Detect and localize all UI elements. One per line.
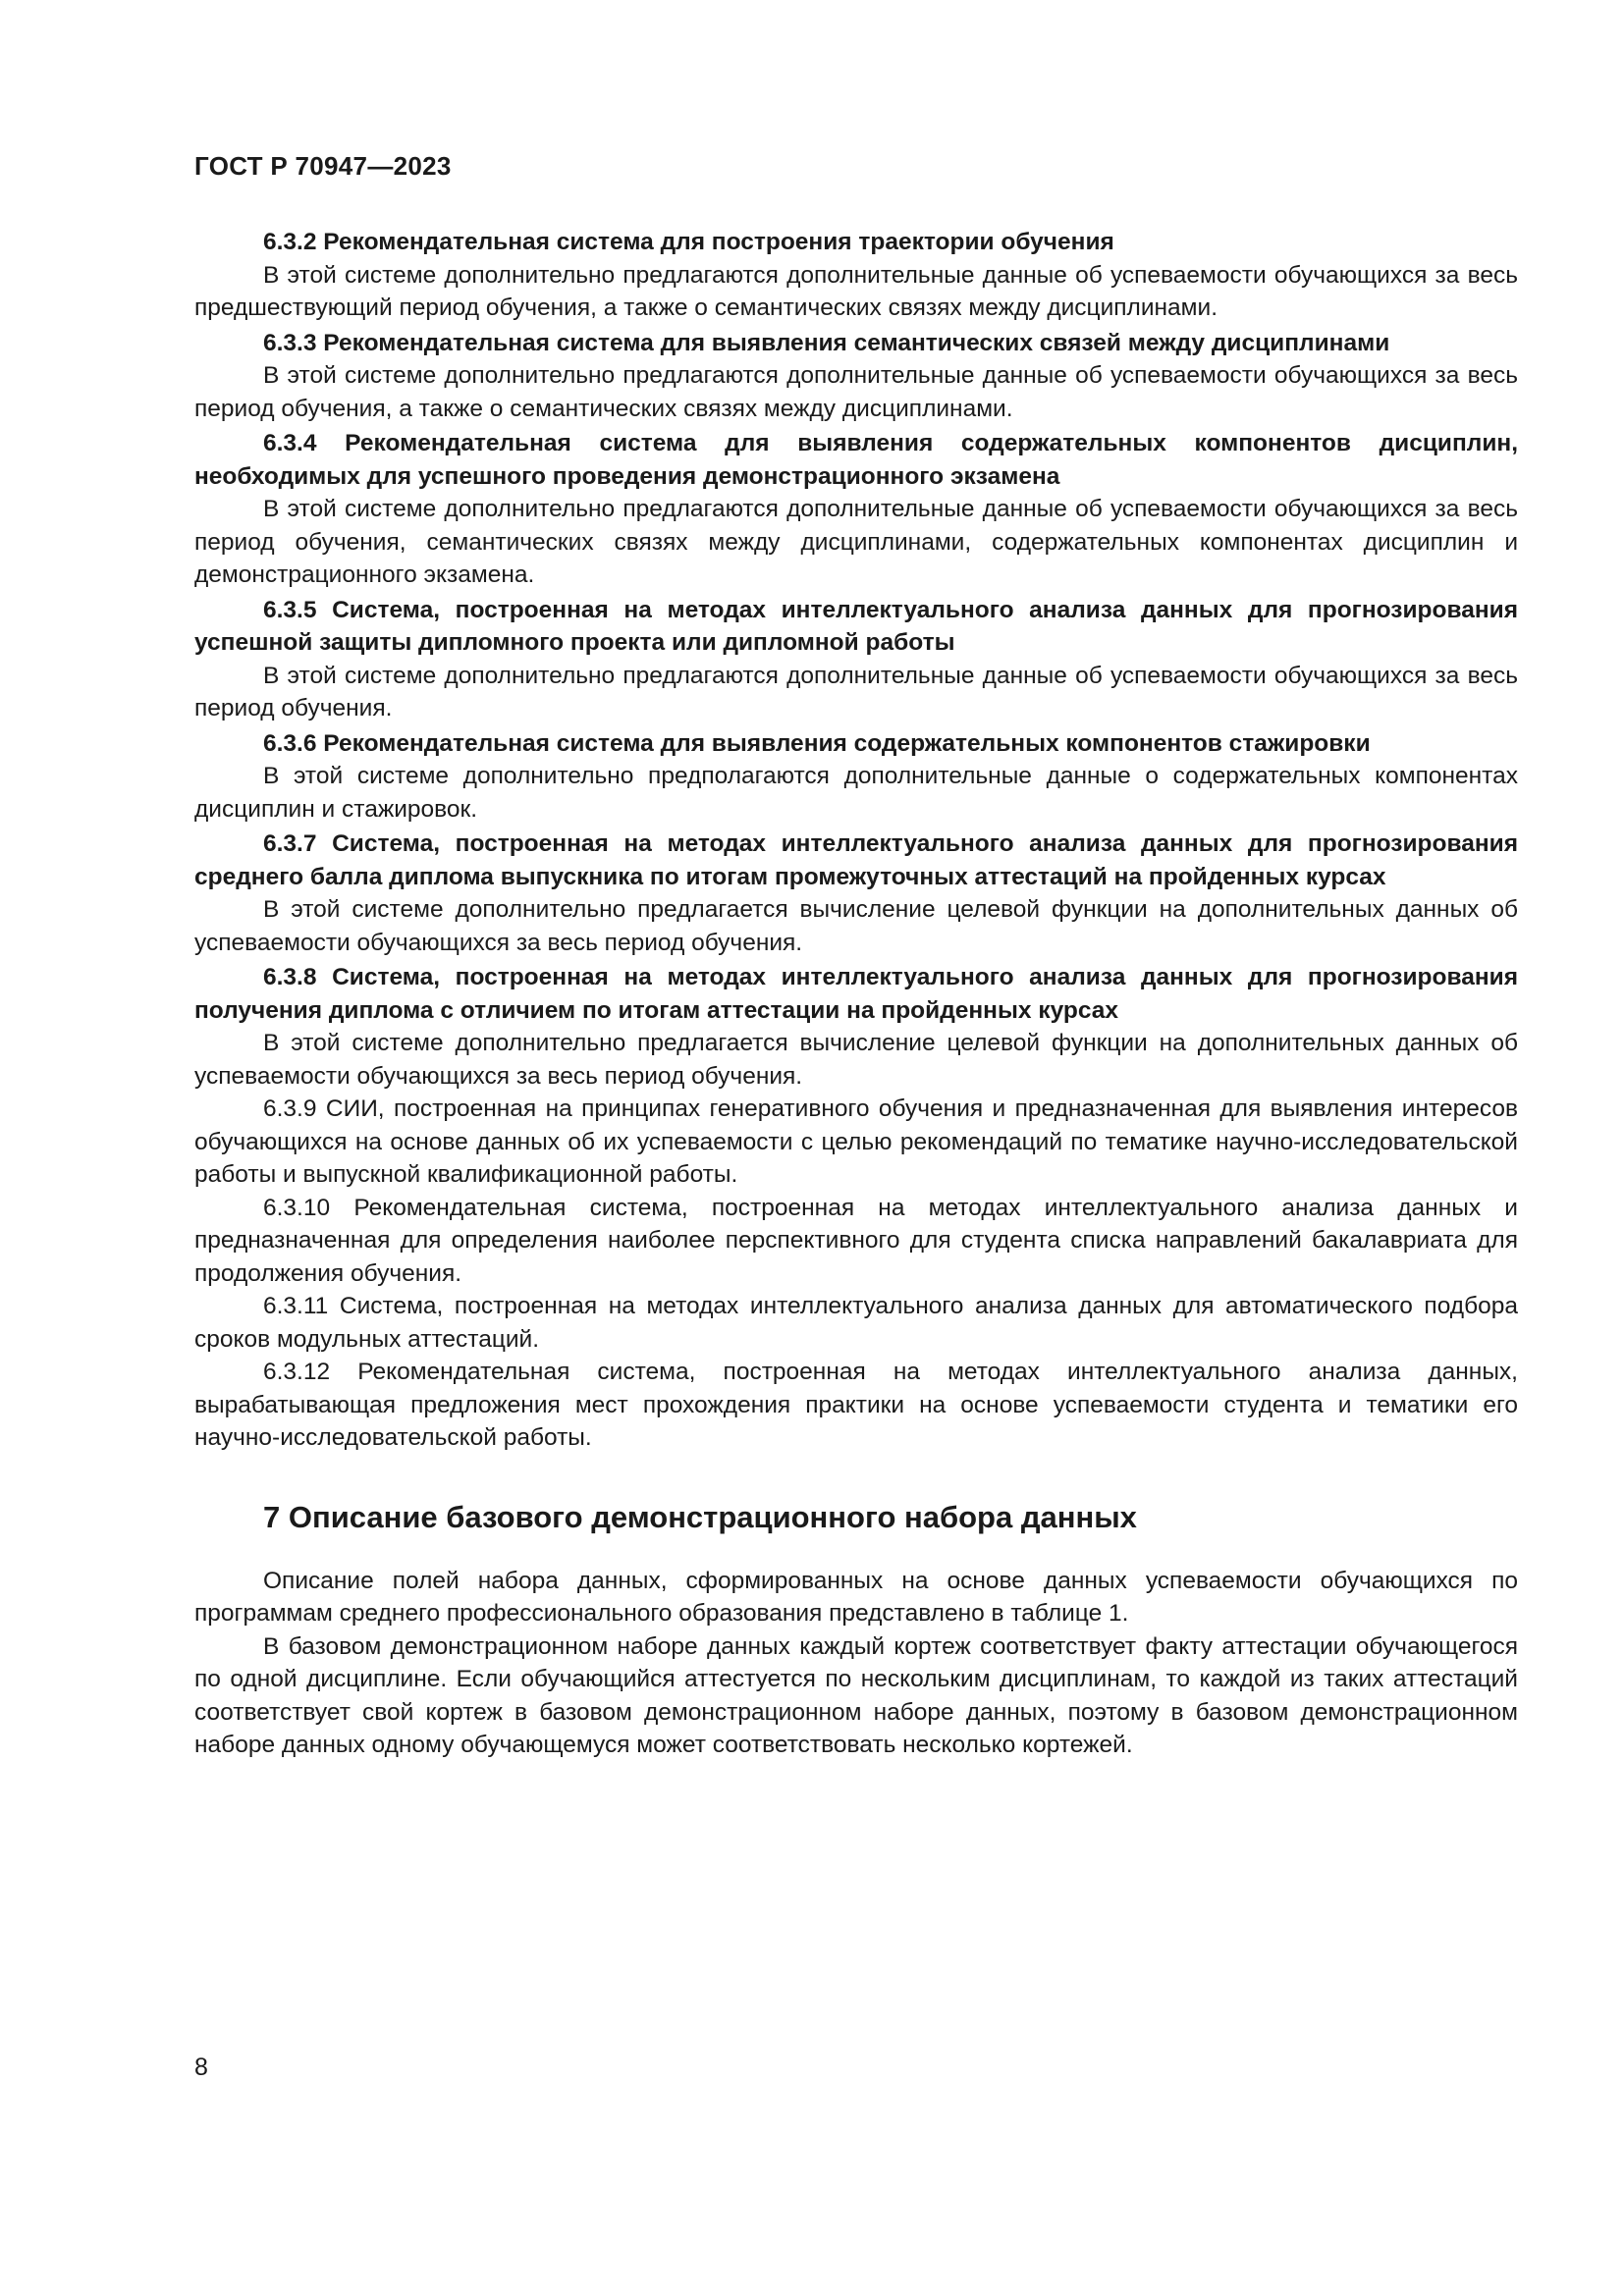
document-code: ГОСТ Р 70947—2023 xyxy=(194,151,452,181)
heading-6-3-5: 6.3.5 Система, построенная на методах интеллектуального анализа данных для прогнозирования успешной защиты дипломного проекта или дипломной работы xyxy=(194,596,1518,656)
heading-6-3-3: 6.3.3 Рекомендательная система для выявления семантических связей между дисциплинами xyxy=(263,329,1390,356)
paragraph-6-3-6: В этой системе дополнительно предполагаются дополнительные данные о содержательных компонентах дисциплин и стажировок. xyxy=(194,763,1518,823)
section-7-paragraph-1: Описание полей набора данных, сформированных на основе данных успеваемости обучающихся по программам среднего профессионального образования представлено в таблице 1. xyxy=(194,1567,1518,1627)
section-7-title: 7 Описание базового демонстрационного набора данных xyxy=(263,1499,1137,1534)
heading-6-3-4: 6.3.4 Рекомендательная система для выявления содержательных компонентов дисциплин, необходимых для успешного проведения демонстрационного экзамена xyxy=(194,430,1518,490)
page-content xyxy=(194,226,1518,1762)
paragraph-6-3-2: В этой системе дополнительно предлагаются дополнительные данные об успеваемости обучающихся за весь предшествующий период обучения, а также о семантических связях между дисциплинами. xyxy=(194,261,1518,321)
heading-6-3-7: 6.3.7 Система, построенная на методах интеллектуального анализа данных для прогнозирования среднего балла диплома выпускника по итогам промежуточных аттестаций на пройденных курсах xyxy=(194,830,1518,890)
paragraph-6-3-9: 6.3.9 СИИ, построенная на принципах генеративного обучения и предназначенная для выявления интересов обучающихся на основе данных об их успеваемости с целью рекомендаций по тематике научно-исследовательской работы и выпускной квалификационной работы. xyxy=(194,1095,1518,1188)
page-number: 8 xyxy=(194,2054,208,2081)
section-6-3-subsections xyxy=(194,226,1518,1455)
section-7-paragraph-2: В базовом демонстрационном наборе данных каждый кортеж соответствует факту аттестации обучающегося по одной дисциплине. Если обучающийся аттестуется по нескольким дисциплинам, то каждой из таких аттестаций соответствует свой кортеж в базовом демонстрационном наборе данных, поэтому в базовом демонстрационном наборе данных одному обучающемуся может соответствовать несколько кортежей. xyxy=(194,1632,1518,1758)
paragraph-6-3-3: В этой системе дополнительно предлагаются дополнительные данные об успеваемости обучающихся за весь период обучения, а также о семантических связях между дисциплинами. xyxy=(194,362,1518,422)
heading-6-3-6: 6.3.6 Рекомендательная система для выявления содержательных компонентов стажировки xyxy=(263,729,1371,757)
paragraph-6-3-8: В этой системе дополнительно предлагается вычисление целевой функции на дополнительных данных об успеваемости обучающихся за весь период обучения. xyxy=(194,1030,1518,1090)
heading-6-3-2: 6.3.2 Рекомендательная система для построения траектории обучения xyxy=(263,229,1114,255)
heading-6-3-8: 6.3.8 Система, построенная на методах интеллектуального анализа данных для прогнозирования получения диплома с отличием по итогам аттестации на пройденных курсах xyxy=(194,964,1518,1024)
paragraph-6-3-12: 6.3.12 Рекомендательная система, построенная на методах интеллектуального анализа данных, вырабатывающая предложения мест прохождения практики на основе успеваемости студента и тематики его научно-исследовательской работы. xyxy=(194,1359,1518,1451)
paragraph-6-3-7: В этой системе дополнительно предлагается вычисление целевой функции на дополнительных данных об успеваемости обучающихся за весь период обучения. xyxy=(194,896,1518,956)
paragraph-6-3-11: 6.3.11 Система, построенная на методах интеллектуального анализа данных для автоматического подбора сроков модульных аттестаций. xyxy=(194,1293,1518,1353)
paragraph-6-3-5: В этой системе дополнительно предлагаются дополнительные данные об успеваемости обучающихся за весь период обучения. xyxy=(194,662,1518,721)
paragraph-6-3-10: 6.3.10 Рекомендательная система, построенная на методах интеллектуального анализа данных и предназначенная для определения наиболее перспективного для студента списка направлений бакалавриата для продолжения обучения. xyxy=(194,1194,1518,1287)
paragraph-6-3-4: В этой системе дополнительно предлагаются дополнительные данные об успеваемости обучающихся за весь период обучения, семантических связях между дисциплинами, содержательных компонентах дисциплин и демонстрационного экзамена. xyxy=(194,496,1518,588)
